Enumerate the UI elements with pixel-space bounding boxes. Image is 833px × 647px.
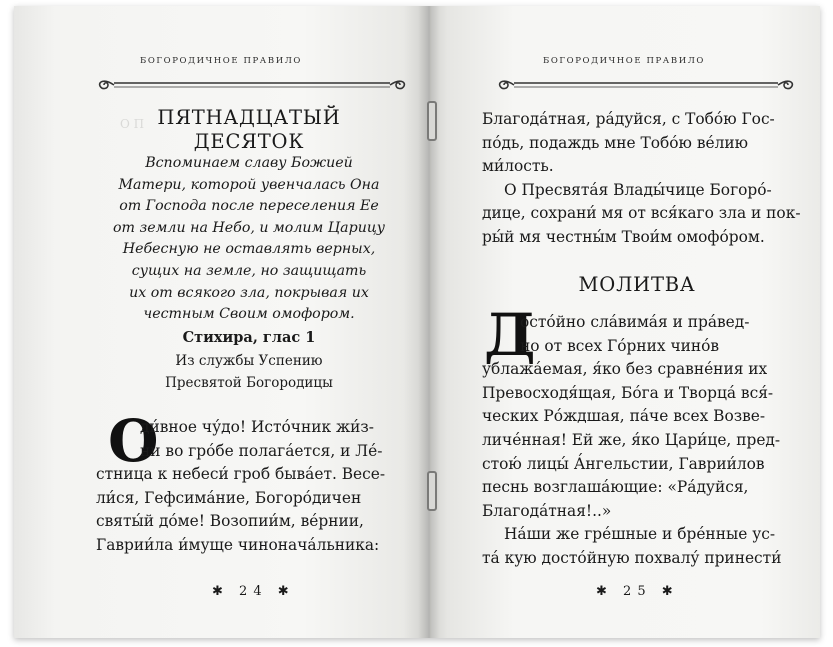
prayer-continuation — [482, 108, 812, 250]
body-line: ди́вное чу́до! Исто́чник жи́з- — [140, 418, 375, 436]
body-line: Гаврии́ла и́муще чинонача́льника: — [96, 535, 380, 554]
hymn-source-line: Из службы Успению — [175, 353, 323, 369]
body-line: ми́лость. — [482, 157, 554, 176]
body-line: стница к небеси́ гроб быва́ет. Весе- — [96, 465, 386, 484]
page-number: 25 — [623, 584, 652, 599]
body-line: по́дь, подаждь мне Тобо́ю ве́лию — [482, 133, 749, 152]
running-head: БОГОРОДИЧНОЕ ПРАВИЛО — [543, 56, 705, 66]
intro-line: Вспоминаем славу Божией — [145, 155, 353, 171]
intro-line: от Господа после переселения Ее — [119, 198, 379, 215]
body-line: ли́ся, Гефсима́ние, Богоро́дичен — [96, 488, 362, 507]
drop-cap: Д — [484, 301, 536, 369]
body-line: личе́нная! Ей же, я́ко Цари́це, пред- — [482, 430, 781, 449]
hymn-title: Стихира, глас 1 — [182, 329, 316, 346]
heading-line: ПЯТНАДЦАТЫЙ — [157, 106, 341, 129]
intro-paragraph — [94, 153, 404, 326]
intro-line: их от всякого зла, покрывая их — [129, 284, 369, 301]
intro-line: честным Своим омофором. — [143, 306, 355, 323]
section-heading: МОЛИТВА — [578, 273, 696, 296]
drop-cap: О — [108, 407, 159, 475]
body-line: О Пресвята́я Влады́чице Богоро́- — [504, 180, 772, 199]
heading-line: ДЕСЯТОК — [193, 130, 305, 153]
left-page — [14, 6, 428, 638]
body-line: осто́йно сла́вима́я и пра́вед- — [520, 313, 750, 331]
binding-staple — [427, 471, 437, 511]
body-line: На́ши же гре́шные и бре́нные ус- — [504, 525, 776, 544]
show-through-line: О П — [120, 117, 145, 131]
body-line: та́ кую досто́йную похвалу́ принести́ — [482, 548, 782, 567]
intro-line: Небесную не оставлять верных, — [122, 241, 376, 258]
hymn-source-line: Пресвятой Богородицы — [165, 375, 333, 391]
star-ornament-icon: ✱ — [277, 584, 295, 599]
body-line: но от всех Го́рних чино́в — [520, 336, 720, 355]
intro-line: сущих на земле, но защищать — [131, 262, 367, 279]
ornamental-rule — [96, 76, 408, 94]
ornamental-rule — [496, 76, 796, 94]
body-line: Превосходя́щая, Бо́га и Творца́ вся́- — [482, 383, 774, 402]
page-number-footer — [212, 584, 295, 599]
star-ornament-icon: ✱ — [212, 584, 229, 599]
hymn-text — [96, 416, 416, 558]
body-line: ни во гро́бе полага́ется, и Ле́- — [140, 441, 383, 460]
star-ornament-icon: ✱ — [596, 584, 613, 599]
body-line: Благода́тная!..» — [482, 501, 612, 520]
page-number-footer — [596, 584, 679, 599]
body-line: стою́ лицы́ А́нгельстии, Гаврии́лов — [482, 454, 765, 473]
body-line: Благода́тная, ра́дуйся, с Тобо́ю Гос- — [482, 110, 775, 128]
hymn-source — [94, 350, 404, 394]
running-head: БОГОРОДИЧНОЕ ПРАВИЛО — [140, 56, 302, 66]
page-number: 24 — [239, 584, 268, 599]
binding-staple — [427, 101, 437, 141]
body-line: святы́й до́ме! Возопии́м, ве́рнии, — [96, 512, 364, 531]
right-page — [428, 6, 820, 638]
body-line: песнь возглаша́ющие: «Ра́дуйся, — [482, 478, 749, 497]
body-line: ческих Ро́ждшая, па́че всех Возве- — [482, 407, 766, 426]
prayer-text — [482, 311, 812, 571]
body-line: дице, сохрани́ мя от вся́каго зла и пок- — [482, 204, 801, 223]
intro-line: от земли на Небо, и молим Царицу — [113, 219, 385, 236]
body-line: ублажа́емая, я́ко без сравне́ния их — [482, 360, 768, 379]
body-line: ры́й мя честны́м Твои́м омофо́ром. — [482, 227, 765, 246]
star-ornament-icon: ✱ — [661, 584, 679, 599]
intro-line: Матери, которой увенчалась Она — [118, 176, 380, 193]
section-heading — [94, 106, 404, 154]
book-spread — [14, 6, 820, 638]
